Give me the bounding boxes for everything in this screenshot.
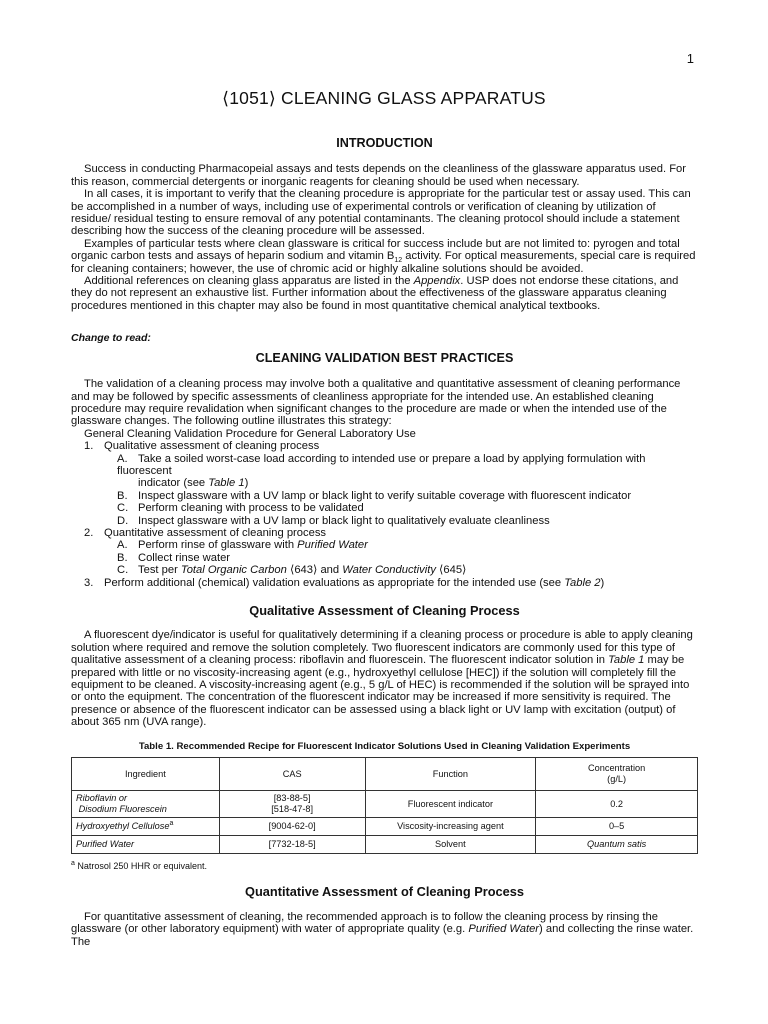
qualitative-heading: Qualitative Assessment of Cleaning Process [249,603,520,618]
table-row [72,836,698,854]
outline-item-1c: C. Perform cleaning with process to be validated [117,502,364,515]
header-cas: CAS [219,758,365,791]
header-function: Function [365,758,536,791]
outline-item-2a: A. Perform rinse of glassware with Purified Water [117,539,368,552]
cell-cas: [7732-18-5] [219,836,365,854]
quantitative-heading: Quantitative Assessment of Cleaning Process [244,884,524,900]
outline-title: General Cleaning Validation Procedure for General Laboratory Use [84,427,416,440]
cell-cas: [83-88-5] [518-47-8] [219,791,365,818]
outline-item-2b: B. Collect rinse water [117,551,231,564]
qualitative-paragraph: A fluorescent dye/indicator is useful for qualitatively determining if a cleaning process or procedure is able to apply cleaning solution where required and remove the solution completely. Two fluorescent indicators are commonly used for this type of qualitative assessment of a cleaning process: riboflavin and fluorescein. The fluorescent indicator solution in Table 1 may be prepared with little or no viscosity-increasing agent (e.g., hydroxyethyl cellulose [HEC]) if the solution will completely fill the equipment to be cleaned. A viscosity-increasing agent (e.g., 5 g/L of HEC) is recommended if the solution will be sprayed into or onto the equipment. The concentration of the fluorescent indicator may be increased if more sensitivity is required. The presence or absence of the fluorescent indicator can be assessed using a black light or UV lamp with excitation (output) of about 365 nm (UVA range). [71,629,693,729]
intro-paragraph-3: Examples of particular tests where clean glassware is critical for success include but are not limited to: pyrogen and total organic carbon tests and assays of heparin sodium and vitamin $B_{12}$ activity. For optical measurements, special care is required for cleaning containers; however, the use of chromic acid or highly alkaline solutions should be avoided. [71,237,696,275]
table-1 [71,757,698,854]
table-1-footnote: $^a$ Natrosol 250 HHR or equivalent. [71,860,207,872]
intro-paragraph-1: Success in conducting Pharmacopeial assays and tests depends on the cleanliness of the glassware apparatus used. For this reason, commercial detergents or inorganic reagents for cleaning should be used when necessary. [71,163,686,188]
header-ingredient: Ingredient [72,758,220,791]
cell-cas: [9004-62-0] [219,818,365,836]
cell-function: Viscosity-increasing agent [365,818,536,836]
table-header-row [72,758,698,791]
outline-item-2c: C. Test per Total Organic Carbon ⟨643⟩ and Water Conductivity ⟨645⟩ [117,564,467,577]
outline-item-1: 1. Qualitative assessment of cleaning process [84,440,320,453]
outline-item-1b: B. Inspect glassware with a UV lamp or black light to verify suitable coverage with fluorescent indicator [117,489,632,502]
cell-concentration: Quantum satis [536,836,698,854]
quantitative-paragraph: For quantitative assessment of cleaning, the recommended approach is to follow the cleaning process by rinsing the glassware (or other laboratory equipment) with water of appropriate quality (e.g. Purified Water) and collecting the rinse water. The [71,910,694,948]
page-number: 1 [686,51,694,66]
change-to-read-label: Change to read: [71,332,151,345]
cell-ingredient: Purified Water [72,836,220,854]
outline-item-2: 2. Quantitative assessment of cleaning process [84,526,327,539]
document-body [71,137,698,948]
cell-function: Solvent [365,836,536,854]
validation-paragraph: The validation of a cleaning process may involve both a qualitative and quantitative assessment of cleaning performance and may be followed by specific assessments of cleanliness appropriate for the intended use. An established cleaning procedure may require revalidation when significant changes to the procedure are made or when the intended use of the glassware changes. The following outline illustrates this strategy: [71,378,681,428]
cell-concentration: 0.2 [536,791,698,818]
outline-item-1a-cont: indicator (see Table 1) [138,477,249,490]
cell-ingredient: Hydroxyethyl Cellulose$^a$ [72,818,220,836]
introduction-heading: INTRODUCTION [336,136,433,150]
cell-concentration: 0–5 [536,818,698,836]
table-row [72,791,698,818]
header-concentration: Concentration (g/L) [536,758,698,791]
table-row [72,818,698,836]
outline-item-1a: A. Take a soiled worst-case load according to intended use or prepare a load by applying formulation with fluorescent [117,452,646,477]
intro-paragraph-4: Additional references on cleaning glass apparatus are listed in the Appendix. USP does not endorse these citations, and they do not represent an exhaustive list. Further information about the effectiveness of the glassware apparatus cleaning procedures mentioned in this chapter may also be found in most quantitative chemical analytical textbooks. [71,275,679,312]
page-title: ⟨1051⟩ CLEANING GLASS APPARATUS [222,88,546,108]
intro-paragraph-2: In all cases, it is important to verify that the cleaning procedure is appropriate for the particular test or assay used. This can be accomplished in a number of ways, including use of experimental controls or verification of cleaning by utilization of residue/ residual testing to ensure removal of any potential contaminants. The cleaning protocol should include a statement describing how the success of the cleaning procedure will be assessed. [71,188,691,238]
cell-ingredient: Riboflavin or Disodium Fluorescein [72,791,220,818]
outline-item-3: 3. Perform additional (chemical) validation evaluations as appropriate for the intended use (see Table 2) [84,576,605,589]
validation-heading: CLEANING VALIDATION BEST PRACTICES [255,350,514,365]
outline-item-1d: D. Inspect glassware with a UV lamp or black light to qualitatively evaluate cleanliness [117,514,550,527]
table-1-caption: Table 1. Recommended Recipe for Fluorescent Indicator Solutions Used in Cleaning Validation Experiments [138,740,631,752]
cell-function: Fluorescent indicator [365,791,536,818]
